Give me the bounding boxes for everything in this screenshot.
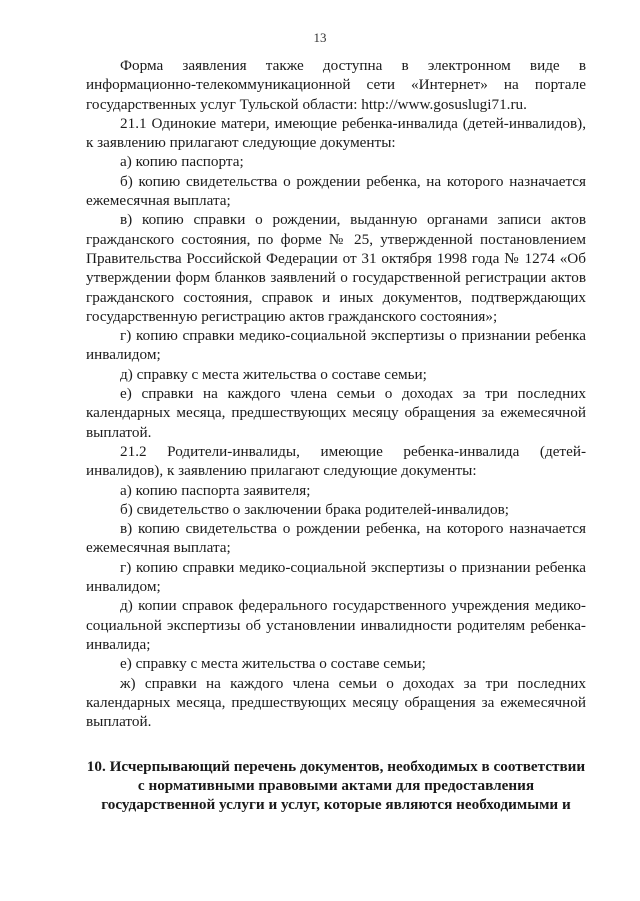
list-item-21-2-zh: ж) справки на каждого члена семьи о доходах за три последних календарных месяца, предшествующих месяцу обращения за ежемесячной выплатой. [86,674,586,731]
heading-line: с нормативными правовыми актами для предоставления [137,777,535,794]
paragraph-electronic-form: Форма заявления также доступна в электронном виде в информационно-телекоммуникационной сети «Интернет» на портале государственных услуг Тульской области: http://www.gosuslugi71.ru. [86,57,586,113]
list-item-21-2-a: а) копию паспорта заявителя; [120,481,311,499]
paragraph-21-2-intro: 21.2 Родители-инвалиды, имеющие ребенка-инвалида (детей-инвалидов), к заявлению прилагают следующие документы: [86,442,586,480]
list-item-21-1-g: г) копию справки медико-социальной экспертизы о признании ребенка инвалидом; [86,327,586,364]
section-10-heading [72,757,600,814]
page-number: 13 [313,30,327,45]
document-body [86,56,586,731]
list-item-21-2-d: д) копии справок федерального государственного учреждения медико-социальной экспертизы об установлении инвалидности родителям ребенка-инвалида; [86,597,586,653]
list-item-21-1-v: в) копию справки о рождении, выданную органами записи актов гражданского состояния, по форме № 25, утвержденной постановлением Правительства Российской Федерации от 31 октября 1998 года № 1274 «Об утверждении форм бланков заявлений о государственной регистрации актов гражданского состояния, справок и иных документов, подтверждающих государственную регистрацию актов гражданского состояния»; [86,211,586,325]
list-item-21-1-b: б) копию свидетельства о рождении ребенка, на которого назначается ежемесячная выплата; [86,172,586,210]
list-item-21-2-g: г) копию справки медико-социальной экспертизы о признании ребенка инвалидом; [86,558,586,596]
list-item-21-1-a: а) копию паспорта; [120,153,244,171]
list-item-21-1-d: д) справку с места жительства о составе семьи; [120,365,427,383]
list-item-21-1-e: е) справки на каждого члена семьи о доходах за три последних календарных месяца, предшествующих месяцу обращения за ежемесячной выплатой. [86,385,586,441]
paragraph-21-1-intro: 21.1 Одинокие матери, имеющие ребенка-инвалида (детей-инвалидов), к заявлению прилагают следующие документы: [86,114,586,152]
list-item-21-2-v: в) копию свидетельства о рождении ребенка, на которого назначается ежемесячная выплата; [86,520,586,557]
list-item-21-2-e: е) справку с места жительства о составе семьи; [120,655,426,673]
heading-line: 10. Исчерпывающий перечень документов, необходимых в соответствии [86,758,586,775]
heading-line: государственной услуги и услуг, которые являются необходимыми и [101,796,571,813]
list-item-21-2-b: б) свидетельство о заключении брака родителей-инвалидов; [120,500,509,518]
